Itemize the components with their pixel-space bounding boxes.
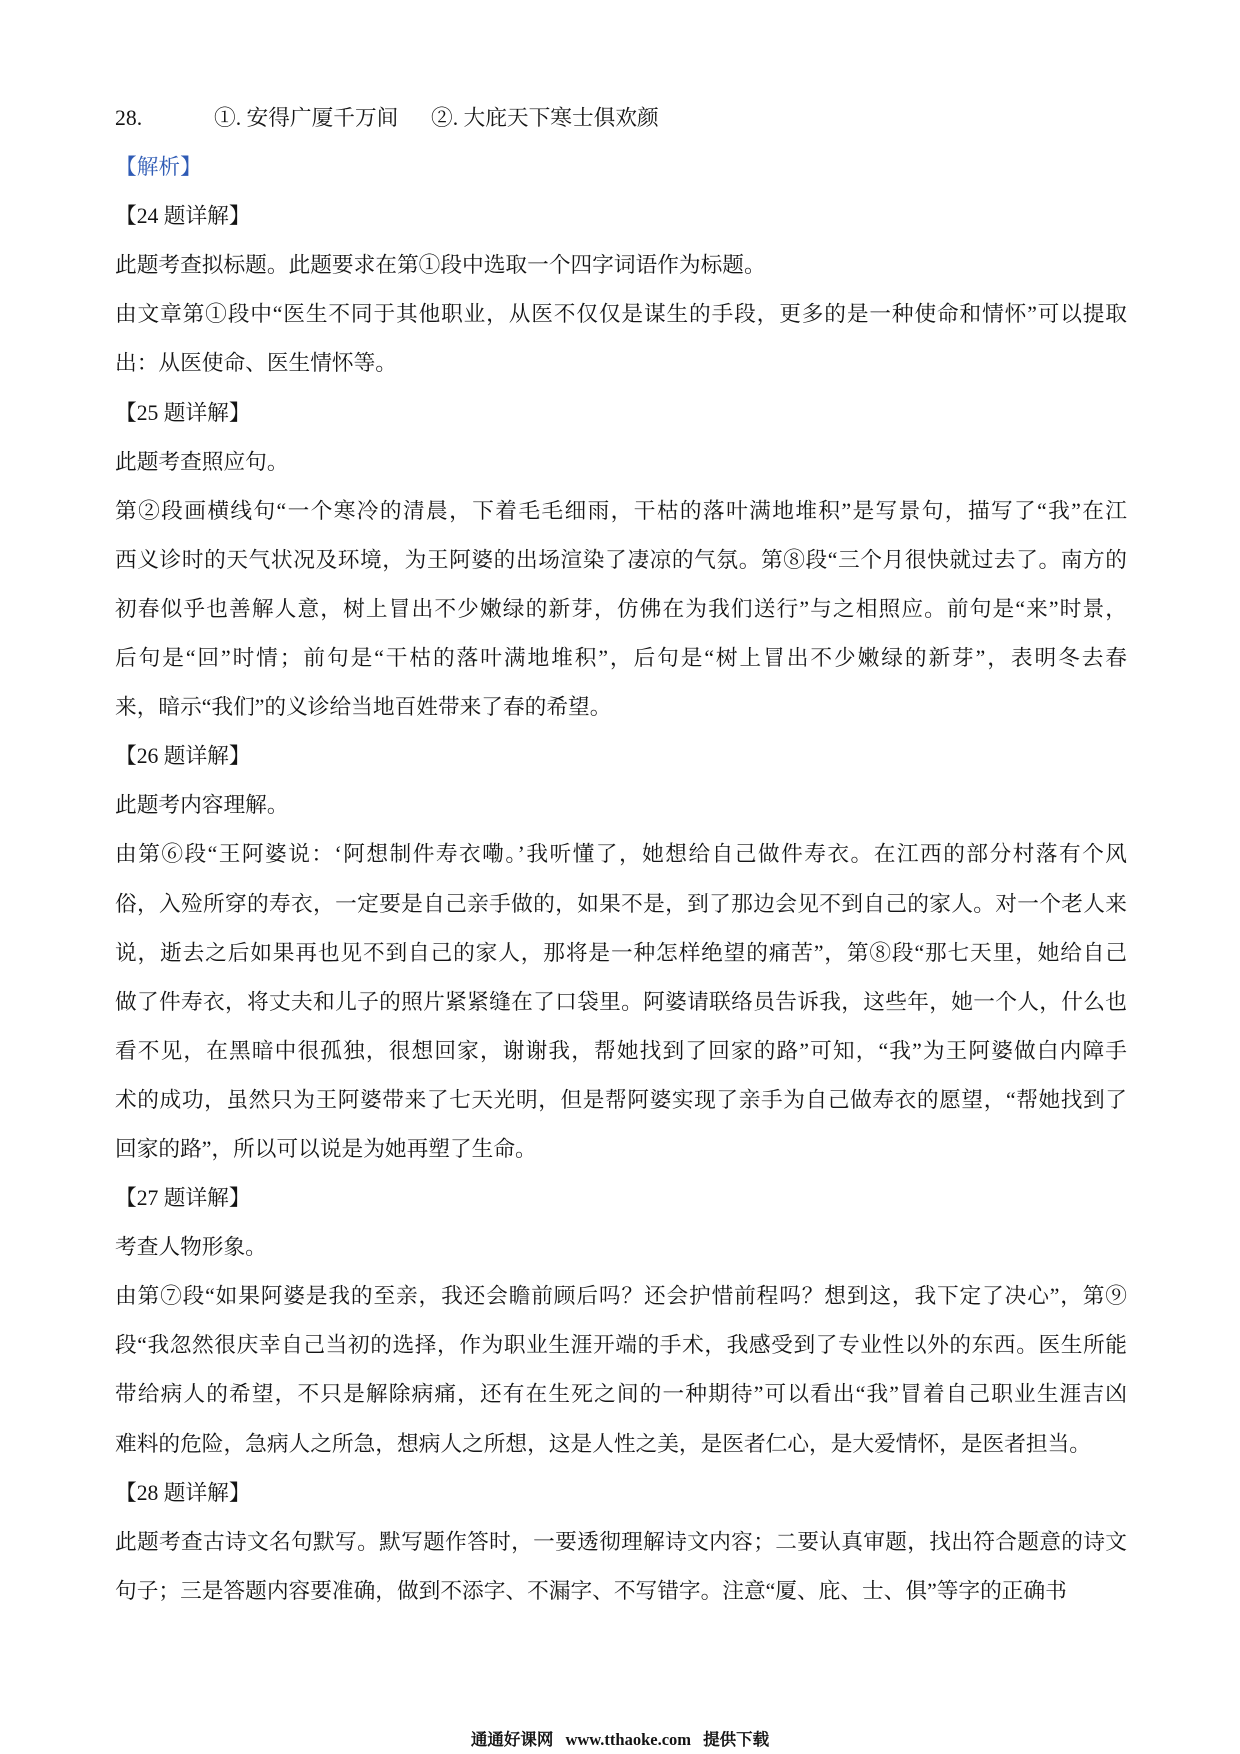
text-line: 此题考查拟标题。此题要求在第①段中选取一个四字词语作为标题。 (115, 253, 766, 278)
text-line: 来，暗示“我们”的义诊给当地百姓带来了春的希望。 (115, 695, 612, 720)
text-line: 此题考内容理解。 (115, 793, 289, 818)
paragraph (115, 241, 1127, 290)
detail-section-25 (115, 389, 1127, 733)
page-footer: 通通好课网 www.tthaoke.com 提供下载 (470, 1730, 770, 1749)
answer-blank-1: ①. 安得广厦千万间 (214, 106, 399, 130)
analysis-label: 【解析】 (115, 155, 202, 180)
text-line: 西义诊时的天气状况及环境，为王阿婆的出场渲染了凄凉的气氛。第⑧段“三个月很快就过去了。南方的 (115, 547, 1127, 572)
text-line: 此题考查照应句。 (115, 449, 289, 474)
paragraph (115, 1272, 1127, 1468)
text-line: 带给病人的希望，不只是解除病痛，还有在生死之间的一种期待”可以看出“我”冒着自己职业生涯吉凶 (115, 1382, 1127, 1407)
paragraph (115, 487, 1127, 732)
paragraph (115, 781, 1127, 830)
text-line: 难料的危险，急病人之所急，想病人之所想，这是人性之美，是医者仁心，是大爱情怀，是医者担当。 (115, 1431, 1091, 1456)
text-line: 后句是“回”时情；前句是“干枯的落叶满地堆积”，后句是“树上冒出不少嫩绿的新芽”，表明冬去春 (115, 646, 1127, 671)
text-line: 由第⑥段“王阿婆说：‘阿想制件寿衣嘞。’我听懂了，她想给自己做件寿衣。在江西的部分村落有个风 (115, 842, 1127, 867)
text-line: 由第⑦段“如果阿婆是我的至亲，我还会瞻前顾后吗？还会护惜前程吗？想到这，我下定了决心”，第⑨ (115, 1284, 1127, 1309)
detail-section-24 (115, 192, 1127, 388)
paragraph (115, 1518, 1127, 1616)
paragraph (115, 438, 1127, 487)
text-line: 俗，入殓所穿的寿衣，一定要是自己亲手做的，如果不是，到了那边会见不到自己的家人。对一个老人来 (115, 891, 1127, 916)
text-line: 术的成功，虽然只为王阿婆带来了七天光明，但是帮阿婆实现了亲手为自己做寿衣的愿望，“帮她找到了 (115, 1087, 1127, 1112)
section-heading: 【24 题详解】 (115, 204, 251, 229)
detail-section-27 (115, 1174, 1127, 1469)
section-heading: 【28 题详解】 (115, 1480, 251, 1505)
text-line: 说，逝去之后如果再也见不到自己的家人，那将是一种怎样绝望的痛苦”，第⑧段“那七天里，她给自己 (115, 940, 1127, 965)
text-line: 第②段画横线句“一个寒冷的清晨，下着毛毛细雨，干枯的落叶满地堆积”是写景句，描写了“我”在江 (115, 498, 1127, 523)
answer-document-body (115, 94, 1127, 1616)
text-line: 句子；三是答题内容要准确，做到不添字、不漏字、不写错字。注意“厦、庇、士、俱”等字的正确书 (115, 1578, 1067, 1603)
section-heading: 【25 题详解】 (115, 400, 251, 425)
answer-28 (115, 94, 1127, 143)
section-heading: 【26 题详解】 (115, 744, 251, 769)
detail-section-26 (115, 732, 1127, 1174)
text-line: 此题考查古诗文名句默写。默写题作答时，一要透彻理解诗文内容；二要认真审题，找出符合题意的诗文 (115, 1529, 1127, 1554)
text-line: 做了件寿衣，将丈夫和儿子的照片紧紧缝在了口袋里。阿婆请联络员告诉我，这些年，她一个人，什么也 (115, 989, 1127, 1014)
text-line: 段“我忽然很庆幸自己当初的选择，作为职业生涯开端的手术，我感受到了专业性以外的东西。医生所能 (115, 1333, 1127, 1358)
paragraph (115, 1223, 1127, 1272)
text-line: 初春似乎也善解人意，树上冒出不少嫩绿的新芽，仿佛在为我们送行”与之相照应。前句是“来”时景， (115, 596, 1127, 621)
section-heading: 【27 题详解】 (115, 1186, 251, 1211)
detail-section-28 (115, 1469, 1127, 1616)
paragraph (115, 290, 1127, 388)
text-line: 出：从医使命、医生情怀等。 (115, 351, 397, 376)
answer-blank-2: ②. 大庇天下寒士俱欢颜 (431, 106, 659, 130)
paragraph (115, 830, 1127, 1174)
text-line: 看不见，在黑暗中很孤独，很想回家，谢谢我，帮她找到了回家的路”可知，“我”为王阿婆做白内障手 (115, 1038, 1127, 1063)
text-line: 考查人物形象。 (115, 1235, 267, 1260)
text-line: 回家的路”，所以可以说是为她再塑了生命。 (115, 1136, 537, 1161)
answer-number: 28. (115, 106, 143, 130)
text-line: 由文章第①段中“医生不同于其他职业，从医不仅仅是谋生的手段，更多的是一种使命和情怀”可以提取 (115, 302, 1127, 327)
